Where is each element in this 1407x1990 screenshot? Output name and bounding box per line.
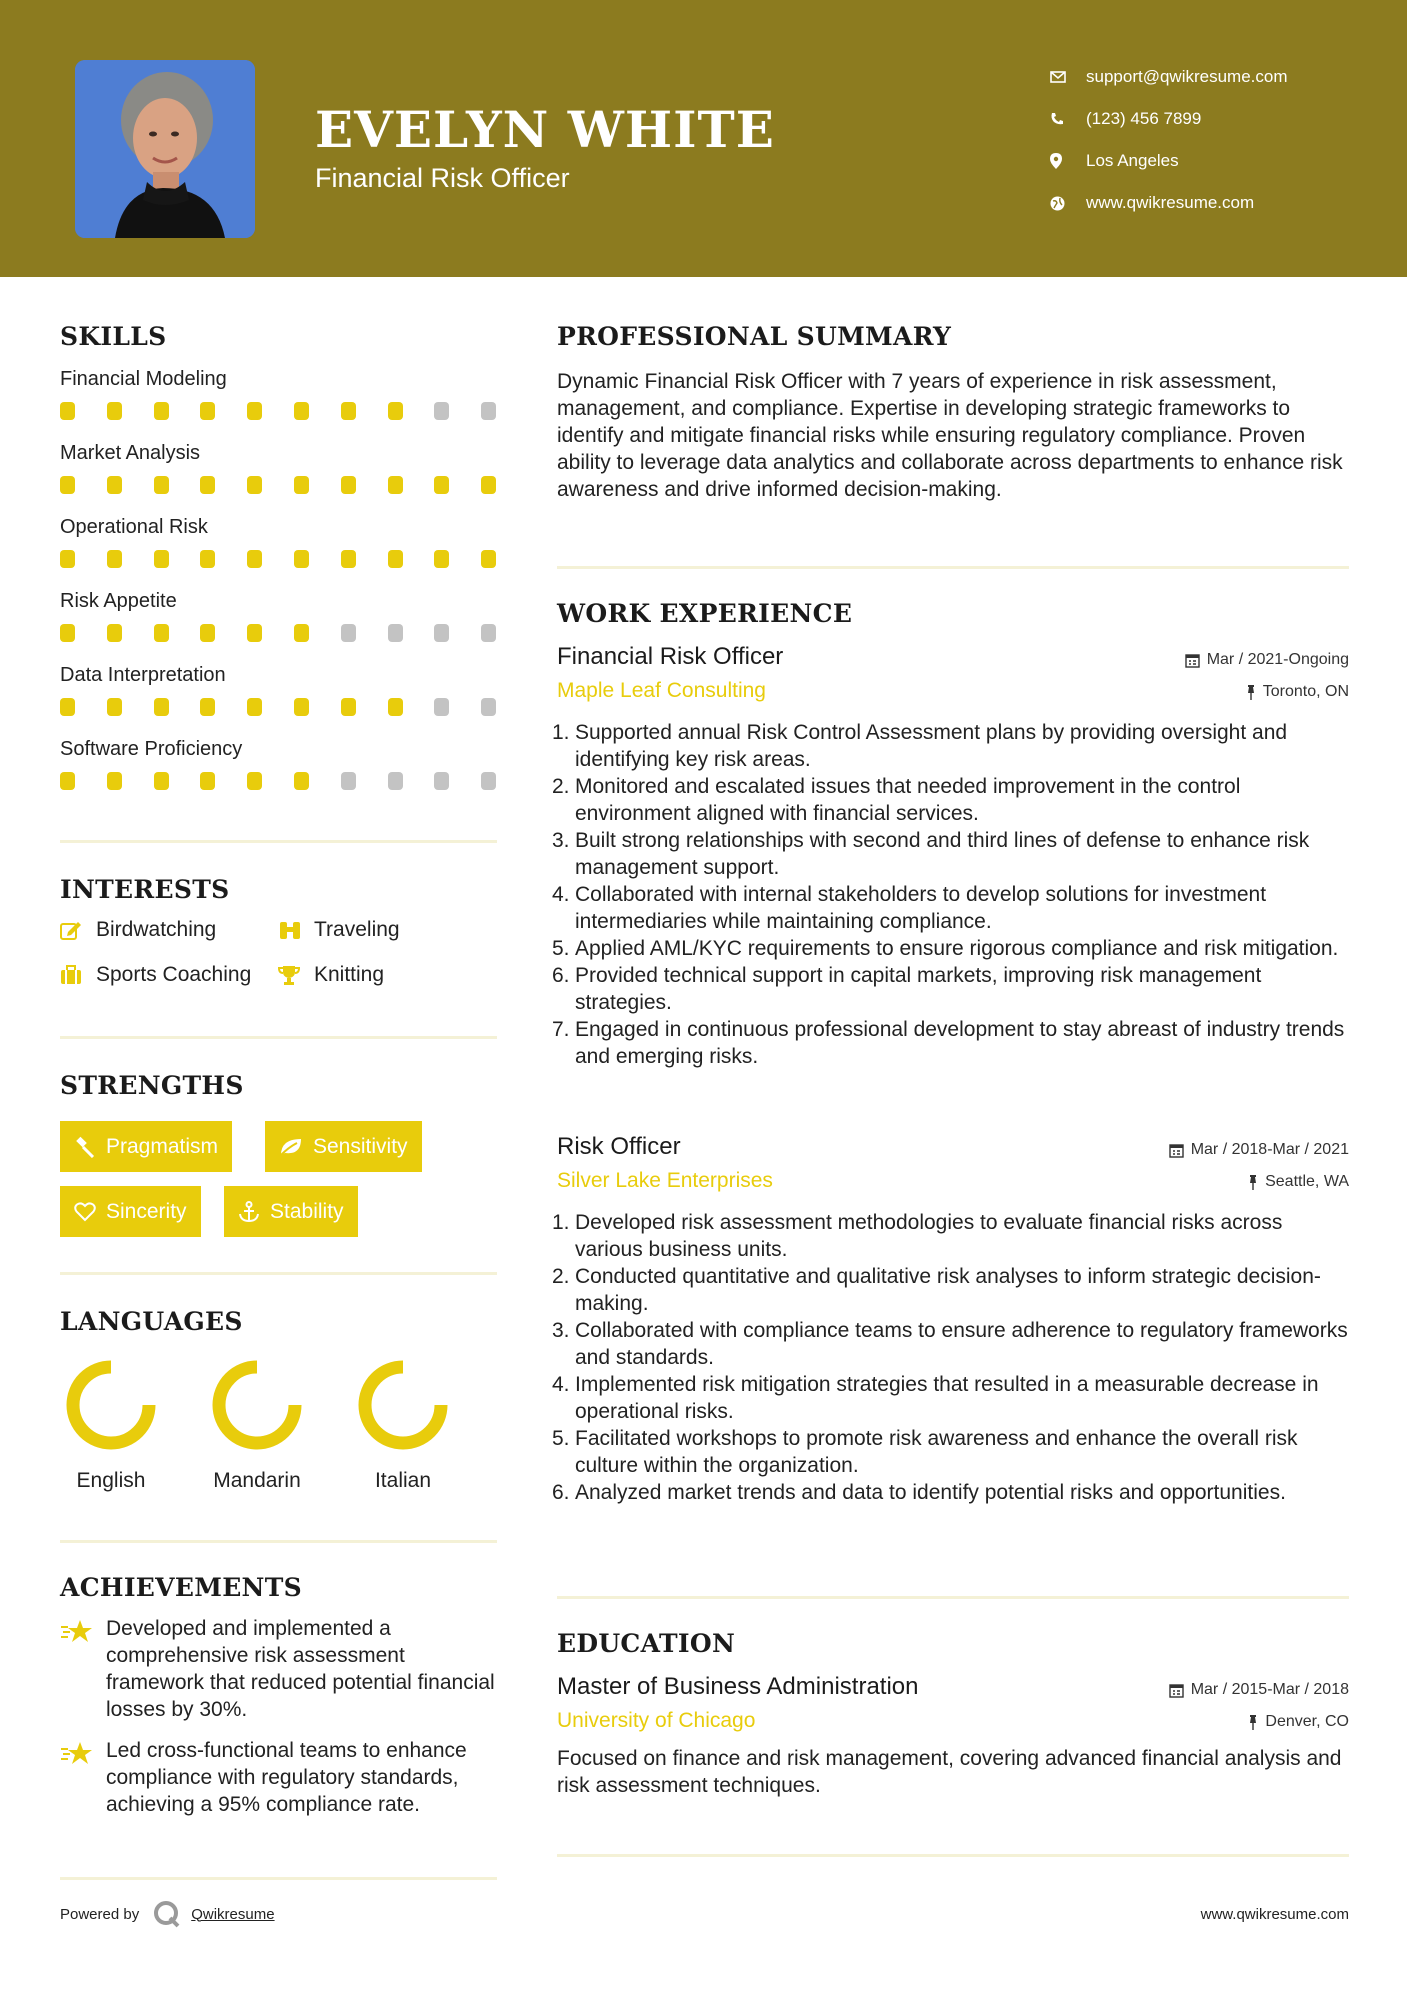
rating-dot-filled [388, 550, 403, 568]
education-description: Focused on finance and risk management, covering advanced financial analysis and risk assessment techniques. [557, 1747, 1342, 1797]
phone-icon [1050, 112, 1086, 126]
languages-section [60, 1275, 497, 1540]
brand-link[interactable]: Qwikresume [191, 1905, 275, 1923]
leaf-icon [279, 1137, 303, 1157]
job-location [1248, 1173, 1349, 1191]
education-section [557, 1599, 1349, 1854]
rating-dot-filled [341, 476, 356, 494]
rating-dot-empty [388, 772, 403, 790]
rating-dot-empty [481, 402, 496, 420]
language-gauge [63, 1357, 159, 1453]
contact-location [1050, 140, 1288, 182]
list-item: 2. Conducted quantitative and qualitative risk analyses to inform strategic decision-making. [552, 1265, 1321, 1315]
job-bullets [552, 719, 1349, 1070]
contact-phone-text: (123) 456 7899 [1086, 109, 1202, 128]
contact-email[interactable] [1050, 56, 1288, 98]
interest-label: Birdwatching [96, 918, 217, 941]
rating-dot-filled [294, 698, 309, 716]
rating-dot-filled [294, 402, 309, 420]
skill-item [60, 738, 497, 812]
star-icon [60, 1737, 106, 1818]
list-item: 1. Supported annual Risk Control Assessment plans by providing oversight and identifying key risk areas. [552, 721, 1288, 771]
summary-title: PROFESSIONAL SUMMARY [557, 322, 952, 351]
skill-item [60, 516, 497, 590]
rating-dot-filled [434, 476, 449, 494]
education-location [1248, 1713, 1349, 1731]
skills-section [60, 322, 497, 840]
job-bullets [552, 1209, 1349, 1506]
education-dates-text: Mar / 2015-Mar / 2018 [1190, 1681, 1349, 1698]
rating-dot-filled [200, 698, 215, 716]
education-title: EDUCATION [557, 1629, 736, 1658]
bullet-text: Engaged in continuous professional development to stay abreast of industry trends and emerging risks. [575, 1018, 1345, 1068]
candidate-role: Financial Risk Officer [315, 163, 570, 193]
strength-badge [265, 1121, 422, 1172]
rating-dot-filled [154, 624, 169, 642]
job-location-text: Seattle, WA [1265, 1173, 1349, 1190]
contact-location-text: Los Angeles [1086, 151, 1179, 170]
rating-dot-filled [341, 698, 356, 716]
list-item: 5. Facilitated workshops to promote risk awareness and enhance the overall risk culture within the organization. [552, 1427, 1298, 1477]
calendar-icon [1169, 1143, 1184, 1158]
skills-title: SKILLS [60, 322, 167, 351]
left-column [60, 322, 497, 1880]
bullet-text: Collaborated with internal stakeholders to develop solutions for investment intermediaries while maintaining compliance. [575, 883, 1267, 933]
skill-name: Market Analysis [60, 442, 201, 464]
rating-dot-filled [388, 476, 403, 494]
skill-name: Risk Appetite [60, 590, 177, 612]
interests-section [60, 843, 497, 1036]
achievements-section [60, 1543, 497, 1877]
rating-dot-filled [247, 624, 262, 642]
briefcase-icon [60, 965, 96, 985]
skill-item [60, 664, 497, 738]
contact-website[interactable] [1050, 182, 1288, 224]
rating-dot-filled [60, 402, 75, 420]
rating-dot-filled [341, 550, 356, 568]
strength-badge [60, 1186, 201, 1237]
footer-url[interactable]: www.qwikresume.com [1200, 1906, 1349, 1923]
anchor-icon [238, 1201, 260, 1223]
rating-dot-empty [481, 624, 496, 642]
list-item: 3. Built strong relationships with second and third lines of defense to enhance risk management support. [552, 829, 1310, 879]
pushpin-icon [1248, 1175, 1258, 1190]
rating-dot-filled [107, 402, 122, 420]
skill-rating [60, 476, 497, 494]
envelope-icon [1050, 71, 1086, 83]
rating-dot-filled [107, 772, 122, 790]
degree-title: Master of Business Administration [557, 1673, 919, 1700]
qwikresume-logo-icon [153, 1900, 181, 1928]
list-item: 2. Monitored and escalated issues that needed improvement in the control environment aligned with financial services. [552, 775, 1241, 825]
interest-item [278, 963, 384, 987]
list-item: 4. Collaborated with internal stakeholders to develop solutions for investment intermediaries while maintaining compliance. [552, 883, 1267, 933]
contact-email-text: support@qwikresume.com [1086, 67, 1288, 86]
rating-dot-filled [200, 550, 215, 568]
rating-dot-filled [294, 624, 309, 642]
language-name: Italian [374, 1469, 432, 1492]
strengths-section [60, 1039, 497, 1272]
job-company: Silver Lake Enterprises [557, 1169, 773, 1192]
interest-label: Sports Coaching [96, 963, 252, 986]
skill-item [60, 442, 497, 516]
job-dates-text: Mar / 2021-Ongoing [1206, 651, 1349, 668]
rating-dot-filled [60, 698, 75, 716]
rating-dot-filled [294, 476, 309, 494]
language-gauge [355, 1357, 451, 1453]
rating-dot-filled [60, 772, 75, 790]
bullet-text: Applied AML/KYC requirements to ensure rigorous compliance and risk mitigation. [575, 937, 1339, 960]
gavel-icon [74, 1136, 96, 1158]
rating-dot-filled [200, 402, 215, 420]
list-item: 6. Provided technical support in capital markets, improving risk management strategies. [552, 964, 1262, 1014]
rating-dot-filled [107, 476, 122, 494]
rating-dot-filled [107, 550, 122, 568]
experience-section [552, 569, 1349, 1596]
job-dates [1185, 651, 1349, 669]
rating-dot-filled [247, 476, 262, 494]
rating-dot-filled [388, 698, 403, 716]
summary-text: Dynamic Financial Risk Officer with 7 years of experience in risk assessment, management, and compliance. Expertise in developing strategic frameworks to identify and mitigate financial risks while ensuring regulatory compliance. Proven ability to leverage data analytics and collaborate across departments to enhance risk awareness and drive informed decision-making. [557, 370, 1343, 501]
bullet-text: Conducted quantitative and qualitative risk analyses to inform strategic decision-making. [575, 1265, 1321, 1315]
list-item: 6. Analyzed market trends and data to identify potential risks and opportunities. [552, 1481, 1286, 1504]
rating-dot-filled [481, 476, 496, 494]
profile-photo [75, 60, 255, 238]
calendar-icon [1169, 1683, 1184, 1698]
bullet-text: Supported annual Risk Control Assessment plans by providing oversight and identifying key risk areas. [575, 721, 1288, 771]
rating-dot-filled [341, 402, 356, 420]
rating-dot-filled [247, 698, 262, 716]
rating-dot-empty [481, 698, 496, 716]
job-location [1246, 683, 1349, 701]
rating-dot-filled [154, 772, 169, 790]
bullet-text: Implemented risk mitigation strategies that resulted in a measurable decrease in operational risks. [575, 1373, 1319, 1423]
right-column [552, 322, 1349, 1857]
skill-rating [60, 698, 497, 716]
achievements-title: ACHIEVEMENTS [60, 1573, 302, 1602]
rating-dot-empty [434, 624, 449, 642]
rating-dot-filled [154, 550, 169, 568]
school-name: University of Chicago [557, 1709, 756, 1732]
experience-title: WORK EXPERIENCE [557, 599, 853, 628]
strength-label: Pragmatism [106, 1134, 219, 1158]
bullet-text: Facilitated workshops to promote risk awareness and enhance the overall risk culture within the organization. [575, 1427, 1298, 1477]
rating-dot-filled [388, 402, 403, 420]
education-dates [1169, 1681, 1349, 1699]
skill-rating [60, 402, 497, 420]
strength-badge [60, 1121, 232, 1172]
language-gauge [209, 1357, 305, 1453]
achievement-text: Developed and implemented a comprehensive risk assessment framework that reduced potential financial losses by 30%. [106, 1617, 495, 1721]
section-divider [557, 1854, 1349, 1857]
pushpin-icon [1246, 685, 1256, 700]
list-item: 1. Developed risk assessment methodologies to evaluate financial risks across various business units. [552, 1211, 1283, 1261]
bullet-text: Analyzed market trends and data to identify potential risks and opportunities. [575, 1481, 1286, 1504]
language-item [348, 1357, 458, 1493]
rating-dot-filled [60, 476, 75, 494]
job-entry [552, 1133, 1349, 1506]
section-divider [60, 1877, 497, 1880]
strength-label: Sincerity [106, 1199, 187, 1223]
rating-dot-filled [247, 402, 262, 420]
pushpin-icon [1248, 1715, 1258, 1730]
rating-dot-filled [107, 698, 122, 716]
location-pin-icon [1050, 153, 1086, 169]
contact-list [1050, 56, 1288, 224]
rating-dot-filled [294, 772, 309, 790]
calendar-icon [1185, 653, 1200, 668]
rating-dot-filled [247, 772, 262, 790]
summary-section [557, 322, 1349, 566]
job-title: Risk Officer [557, 1133, 681, 1160]
rating-dot-filled [60, 550, 75, 568]
list-item: 7. Engaged in continuous professional development to stay abreast of industry trends and emerging risks. [552, 1018, 1345, 1068]
list-item: 5. Applied AML/KYC requirements to ensure rigorous compliance and risk mitigation. [552, 937, 1339, 960]
skill-name: Financial Modeling [60, 368, 227, 390]
languages-title: LANGUAGES [60, 1307, 243, 1336]
interests-title: INTERESTS [60, 875, 230, 904]
rating-dot-filled [200, 772, 215, 790]
skill-rating [60, 772, 497, 790]
rating-dot-filled [294, 550, 309, 568]
rating-dot-filled [247, 550, 262, 568]
rating-dot-filled [154, 476, 169, 494]
powered-by-label: Powered by [60, 1905, 140, 1923]
rating-dot-empty [341, 624, 356, 642]
rating-dot-filled [481, 550, 496, 568]
job-dates [1169, 1141, 1349, 1159]
skill-rating [60, 624, 497, 642]
bullet-text: Built strong relationships with second and third lines of defense to enhance risk management support. [575, 829, 1310, 879]
list-item: 3. Collaborated with compliance teams to ensure adherence to regulatory frameworks and standards. [552, 1319, 1348, 1369]
resume-header [0, 0, 1407, 277]
achievement-text: Led cross-functional teams to enhance compliance with regulatory standards, achieving a 95% compliance rate. [106, 1739, 467, 1816]
rating-dot-empty [341, 772, 356, 790]
job-dates-text: Mar / 2018-Mar / 2021 [1190, 1141, 1349, 1158]
language-item [202, 1357, 312, 1493]
bullet-text: Collaborated with compliance teams to ensure adherence to regulatory frameworks and standards. [575, 1319, 1348, 1369]
rating-dot-filled [200, 476, 215, 494]
job-entry [552, 643, 1349, 1070]
bullet-text: Provided technical support in capital markets, improving risk management strategies. [575, 964, 1262, 1014]
globe-icon [1050, 196, 1086, 211]
contact-phone[interactable] [1050, 98, 1288, 140]
rating-dot-filled [60, 624, 75, 642]
trophy-icon [278, 965, 314, 985]
education-location-text: Denver, CO [1265, 1713, 1349, 1730]
language-item [56, 1357, 166, 1493]
rating-dot-empty [388, 624, 403, 642]
star-icon [60, 1615, 106, 1723]
job-title: Financial Risk Officer [557, 643, 784, 670]
strength-label: Sensitivity [313, 1134, 408, 1158]
rating-dot-empty [481, 772, 496, 790]
rating-dot-empty [434, 772, 449, 790]
rating-dot-empty [434, 402, 449, 420]
skill-rating [60, 550, 497, 568]
rating-dot-filled [434, 550, 449, 568]
interest-label: Knitting [314, 963, 385, 986]
job-company: Maple Leaf Consulting [557, 679, 766, 702]
candidate-name: EVELYN WHITE [315, 100, 775, 159]
skill-item [60, 368, 497, 442]
powered-by [60, 1900, 275, 1928]
binoculars-icon [278, 920, 314, 940]
interest-item [60, 918, 216, 942]
rating-dot-filled [154, 698, 169, 716]
rating-dot-empty [434, 698, 449, 716]
skill-name: Data Interpretation [60, 664, 226, 686]
skill-name: Operational Risk [60, 516, 208, 538]
bullet-text: Monitored and escalated issues that needed improvement in the control environment aligned with financial services. [575, 775, 1241, 825]
achievement-item [60, 1737, 496, 1818]
bullet-text: Developed risk assessment methodologies to evaluate financial risks across various business units. [575, 1211, 1283, 1261]
list-item: 4. Implemented risk mitigation strategies that resulted in a measurable decrease in operational risks. [552, 1373, 1319, 1423]
education-entry [557, 1673, 1349, 1799]
strength-badge [224, 1186, 358, 1237]
interest-label: Traveling [314, 918, 400, 941]
language-name: Mandarin [213, 1469, 301, 1492]
skill-name: Software Proficiency [60, 738, 243, 760]
heart-icon [74, 1202, 96, 1222]
rating-dot-filled [154, 402, 169, 420]
skill-item [60, 590, 497, 664]
skills-list [60, 368, 497, 812]
rating-dot-filled [107, 624, 122, 642]
pencil-square-icon [60, 920, 96, 940]
rating-dot-filled [200, 624, 215, 642]
interest-item [60, 963, 251, 987]
language-name: English [76, 1469, 146, 1492]
job-location-text: Toronto, ON [1262, 683, 1349, 700]
strengths-title: STRENGTHS [60, 1071, 244, 1100]
strength-label: Stability [270, 1199, 344, 1223]
interest-item [278, 918, 400, 942]
contact-website-text: www.qwikresume.com [1086, 193, 1255, 212]
achievement-item [60, 1615, 496, 1723]
